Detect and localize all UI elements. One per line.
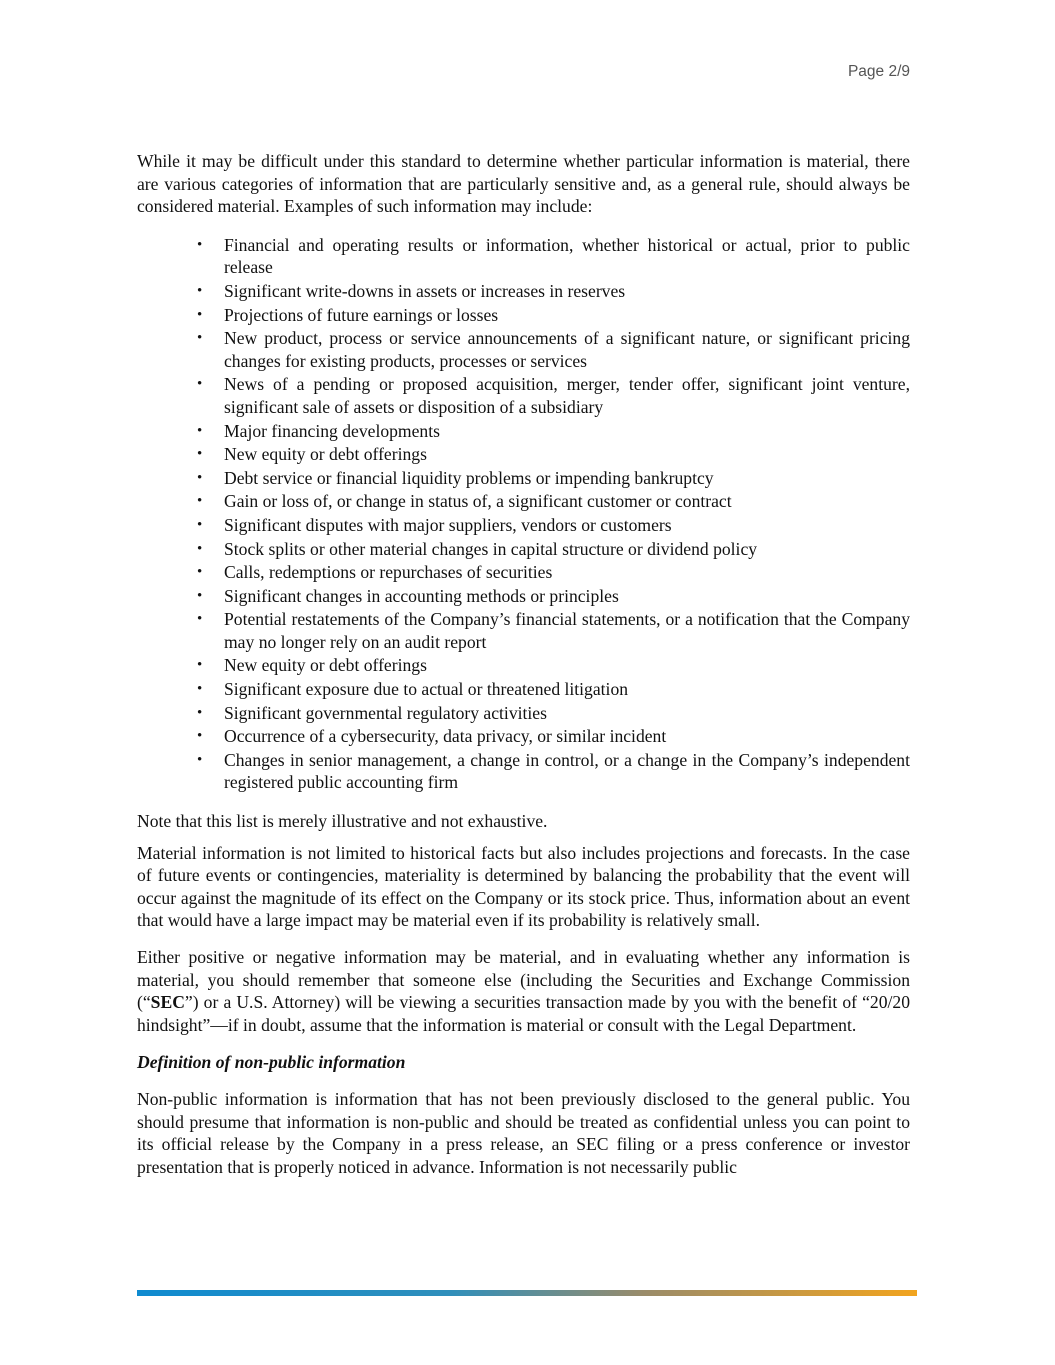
bullet-icon: • [197,681,203,698]
list-item-text: Potential restatements of the Company’s financial statements, or a notification that the Company may no longer rely on an audit report [224,609,910,652]
bullet-icon: • [197,516,203,533]
list-item [197,608,910,653]
bullet-icon: • [197,330,203,347]
list-item-text: Significant disputes with major suppliers, vendors or customers [224,514,672,535]
list-item-text: Changes in senior management, a change in control, or a change in the Company’s independent registered public accounting firm [224,749,910,793]
non-public-paragraph: Non-public information is information that has not been previously disclosed to the general public. You should presume that information is non-public and should be treated as confidential unless you can point to its official release by the Company in a press release, an SEC filing or a press conference or investor presentation that is properly noticed in advance. Information is not necessarily public [137,1088,910,1177]
list-item [197,373,910,418]
bullet-icon: • [197,376,203,393]
bullet-icon: • [197,657,203,674]
list-item [197,749,910,794]
list-item [197,304,910,327]
list-item [197,420,910,443]
positive-negative-paragraph [137,946,910,1036]
list-item [197,234,910,279]
list-item [197,561,910,584]
list-item-text: Significant write-downs in assets or increases in reserves [224,280,626,301]
list-item-text: Stock splits or other material changes in capital structure or dividend policy [224,538,758,559]
list-item [197,490,910,513]
bullet-icon: • [197,306,203,323]
list-item [197,514,910,537]
list-item-text: Projections of future earnings or losses [224,304,499,325]
list-item-text: Calls, redemptions or repurchases of securities [224,562,553,583]
list-item-text: Debt service or financial liquidity problems or impending bankruptcy [224,467,714,488]
list-item-text: Significant governmental regulatory activities [224,702,547,723]
list-item [197,280,910,303]
bullet-icon: • [197,751,203,768]
bullet-icon: • [197,282,203,299]
note-paragraph: Note that this list is merely illustrative and not exhaustive. [137,811,548,832]
list-item [197,678,910,701]
list-item [197,702,910,725]
list-item-text: Major financing developments [224,420,440,441]
list-item [197,725,910,748]
material-info-paragraph: Material information is not limited to historical facts but also includes projections and forecasts. In the case of future events or contingencies, materiality is determined by balancing the probability that the event will occur against the magnitude of its effect on the Company or its stock price. Thus, information about an event that would have a large impact may be material even if its probability is relatively small. [137,842,910,931]
list-item [197,538,910,561]
bullet-icon: • [197,446,203,463]
bullet-icon: • [197,728,203,745]
bullet-icon: • [197,587,203,604]
list-item-text: Significant exposure due to actual or threatened litigation [224,679,629,700]
list-item [197,654,910,677]
sec-abbreviation: SEC [150,992,185,1013]
bullet-icon: • [197,422,203,439]
bullet-icon: • [197,611,203,628]
list-item-text: New equity or debt offerings [224,655,427,676]
bullet-icon: • [197,564,203,581]
either-text-part2: ”) or a U.S. Attorney) will be viewing a securities transaction made by you with the benefit of “20/20 hindsight”—if in doubt, assume that the information is material or consult with the Legal Department. [137,992,910,1035]
bullet-icon: • [197,540,203,557]
bullet-icon: • [197,704,203,721]
page-number: Page 2/9 [847,63,910,80]
intro-paragraph: While it may be difficult under this standard to determine whether particular information is material, there are various categories of information that are particularly sensitive and, as a general rule, should always be considered material. Examples of such information may include: [137,151,910,217]
list-item [197,327,910,372]
list-item [197,585,910,608]
list-item-text: Occurrence of a cybersecurity, data privacy, or similar incident [224,726,667,747]
list-item-text: Financial and operating results or information, whether historical or actual, prior to public release [224,234,910,278]
list-item-text: Significant changes in accounting methods or principles [224,585,619,606]
bullet-icon: • [197,469,203,486]
list-item-text: New product, process or service announcements of a significant nature, or significant pricing changes for existing products, processes or services [224,328,910,371]
bullet-icon: • [197,236,203,253]
either-text-part1: Either positive or negative information may be material, and in evaluating whether any information is material, you should remember that someone else (including the Securities and Exchange Commission (“ [137,947,910,1013]
footer-gradient-bar [137,1290,917,1296]
bullet-icon: • [197,493,203,510]
document-body [137,150,910,1178]
list-item [197,467,910,490]
list-item-text: Gain or loss of, or change in status of, a significant customer or contract [224,491,732,512]
list-item [197,443,910,466]
list-item-text: News of a pending or proposed acquisition, merger, tender offer, significant joint venture, significant sale of assets or disposition of a subsidiary [224,374,910,417]
material-info-examples-list [137,234,910,794]
section-heading-non-public: Definition of non-public information [137,1052,406,1073]
list-item-text: New equity or debt offerings [224,444,427,465]
